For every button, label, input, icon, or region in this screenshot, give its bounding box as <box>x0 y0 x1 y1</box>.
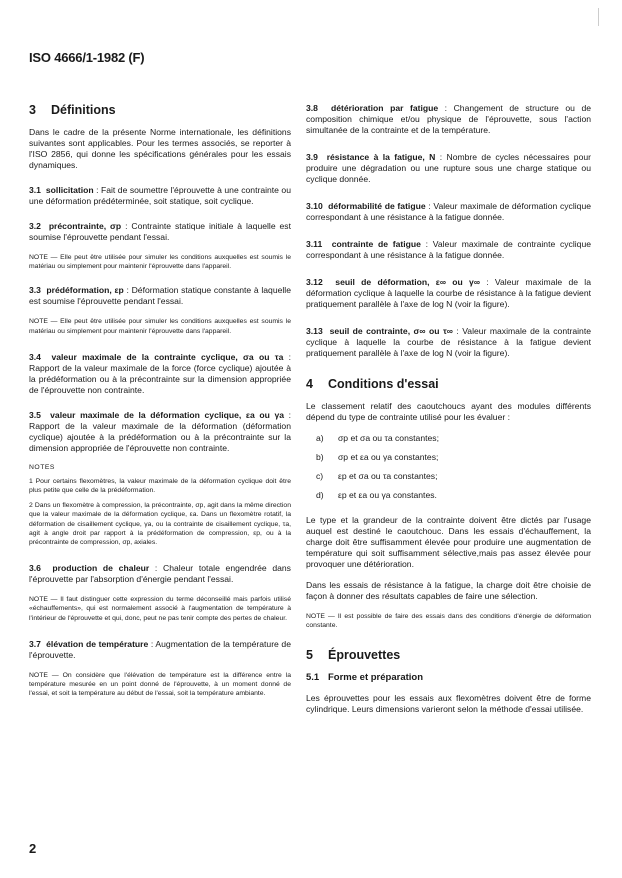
section-title: Éprouvettes <box>328 648 401 663</box>
subsection-5-1-text: Les éprouvettes pour les essais aux flexomètres doivent être de forme cylindrique. Leurs dimensions varieront selon la méthode d'essai utilisée. <box>306 693 591 715</box>
left-column <box>29 103 291 698</box>
definition-number: 3.5 <box>29 409 41 420</box>
list-item <box>306 471 591 482</box>
list-item <box>306 490 591 501</box>
right-column <box>306 103 591 715</box>
section-4-intro: Le classement relatif des caoutchoucs ayant des modules différents dépend du type de contrainte utilisé pour les évaluer : <box>306 401 591 422</box>
definition-number: 3.11 <box>306 239 323 249</box>
definition-number: 3.13 <box>306 326 323 336</box>
definition-3-13 <box>306 326 591 359</box>
definition-3-7 <box>29 639 291 661</box>
section-title: Conditions d'essai <box>328 377 439 391</box>
section-3-heading <box>29 103 291 117</box>
note-3-6: NOTE — Il faut distinguer cette expression du terme déconseillé mais parfois utilisé «échauffements», qui est normalement associé à l'augmentation de température à l'intérieur de l'éprouvette et qui, donc, peut ne pas tenir compte des pertes de chaleur. <box>29 596 291 622</box>
definition-number: 3.8 <box>306 103 318 113</box>
section-number: 3 <box>29 103 36 117</box>
definition-text: : Rapport de la valeur maximale de la déformation (déformation cyclique) ajoutée à la prédéformation ou à la précontrainte sur la dimension appropriée de l'éprouvette non contrainte. <box>29 409 292 453</box>
subsection-title: Forme et préparation <box>328 672 424 684</box>
definition-number: 3.12 <box>306 277 323 287</box>
section-3-intro: Dans le cadre de la présente Norme internationale, les définitions suivantes sont applicables. Pour les termes associés, se reporter à l'ISO 2856, qui donne les spécifications générales pour les essais dynamiques. <box>29 127 291 170</box>
definition-3-8 <box>306 103 591 136</box>
definition-term: sollicitation <box>45 185 94 195</box>
section-4-paragraph-2: Le type et la grandeur de la contrainte doivent être dictés par l'usage auquel est destiné le caoutchouc. Dans les essais d'échauffement, la charge doit être suffisamment élevée pour produire une augmentation de température qui soit suffisamment sélective,mais pas assez élevée pour provoquer une détérioration. <box>306 515 591 569</box>
definition-text: : Fait de soumettre l'éprouvette à une contrainte ou une déformation prédéterminée, soit statique, soit cyclique. <box>29 185 291 206</box>
definition-term: seuil de déformation, ε∞ ou γ∞ <box>335 277 480 287</box>
definition-term: déformabilité de fatigue <box>328 201 426 211</box>
definition-text: : Augmentation de la température de l'éprouvette. <box>29 638 291 660</box>
definition-number: 3.10 <box>306 201 323 211</box>
list-item-label: a) <box>316 433 324 443</box>
definition-number: 3.2 <box>29 221 41 231</box>
definition-text: : Valeur maximale de la déformation cyclique à laquelle la courbe de résistance à la fatigue devient pratiquement parallèle à l'axe de log N (voir la figure). <box>306 277 591 309</box>
list-item-text: σp et σa ou τa constantes; <box>338 433 439 443</box>
section-number: 4 <box>306 377 313 391</box>
definition-3-2 <box>29 221 291 243</box>
list-item-label: b) <box>316 452 324 462</box>
definition-text: : Contrainte statique initiale à laquelle est soumise l'éprouvette pendant l'essai. <box>29 221 291 242</box>
definition-term: valeur maximale de la déformation cyclique, εa ou γa <box>50 409 285 420</box>
scan-edge-mark <box>598 8 599 26</box>
definition-3-6 <box>29 563 291 585</box>
definition-number: 3.6 <box>29 563 41 574</box>
definition-term: précontrainte, σp <box>48 221 122 231</box>
definition-3-4 <box>29 352 291 396</box>
definition-3-3 <box>29 285 291 307</box>
definition-term: valeur maximale de la contrainte cyclique, σa ou τa <box>51 351 284 362</box>
definition-3-9 <box>306 152 591 185</box>
list-item-text: σp et εa ou γa constantes; <box>338 452 439 462</box>
definition-text: : Rapport de la valeur maximale de la force (force cyclique) ajoutée à la prédéformation ou à la précontrainte sur la dimension appropriée de l'éprouvette non contrainte. <box>29 351 292 395</box>
note-section-4: NOTE — Il est possible de faire des essais dans des conditions d'énergie de déformation constante. <box>306 613 591 630</box>
section-title: Définitions <box>51 103 116 117</box>
definition-3-10 <box>306 201 591 223</box>
list-item <box>306 433 591 444</box>
definition-3-11 <box>306 239 591 261</box>
list-item-label: d) <box>316 490 324 500</box>
definition-number: 3.7 <box>29 638 41 649</box>
list-item-label: c) <box>316 471 324 481</box>
definition-term: production de chaleur <box>52 563 150 574</box>
list-item-text: εp et εa ou γa constantes. <box>338 490 437 500</box>
list-item <box>306 452 591 463</box>
note-3-5-2: 2 Dans un flexomètre à compression, la précontrainte, σp, agit dans la même direction que la valeur maximale de la déformation cyclique, εa. Dans un flexomètre rotatif, la déformation de cisaillement cyclique, γa, ou la contrainte de cisaillement cyclique, τa, agit à angle droit par rapport à la prédéformation de compression, εp, ou à la précontrainte de compression, σp, axiales. <box>29 502 291 547</box>
definition-text: : Déformation statique constante à laquelle est soumise l'éprouvette pendant l'essai. <box>29 285 291 307</box>
definition-text: : Changement de structure ou de composition chimique et/ou physique de l'éprouvette, sous l'action simultanée de la contrainte et de la température. <box>306 103 592 135</box>
subsection-number: 5.1 <box>306 672 320 684</box>
definition-3-5 <box>29 410 291 454</box>
definition-text: : Valeur maximale de déformation cyclique correspondant à une résistance à la fatigue donnée. <box>306 201 592 222</box>
definition-text: : Nombre de cycles nécessaires pour produire une dégradation ou une rupture sous une charge statique ou cyclique donnée. <box>306 152 591 184</box>
definition-number: 3.1 <box>29 185 41 195</box>
definition-number: 3.4 <box>29 351 41 362</box>
definition-3-12 <box>306 277 591 310</box>
definition-term: détérioration par fatigue <box>331 103 439 113</box>
definition-number: 3.3 <box>29 285 41 296</box>
definition-number: 3.9 <box>306 152 318 162</box>
condition-list <box>306 433 591 501</box>
document-header-id: ISO 4666/1-1982 (F) <box>29 50 145 65</box>
definition-text: : Valeur maximale de la contrainte cyclique à laquelle la courbe de résistance à la fatigue devient pratiquement parallèle à l'axe de log N (voir la figure). <box>306 326 591 358</box>
definition-text: : Valeur maximale de contrainte cyclique correspondant à une résistance à la fatigue donnée. <box>306 239 592 260</box>
definition-text: : Chaleur totale engendrée dans l'éprouvette par l'absorption d'énergie pendant l'essai. <box>29 563 291 585</box>
definition-term: résistance à la fatigue, N <box>326 152 436 162</box>
definition-term: prédéformation, εp <box>46 285 124 296</box>
note-3-2: NOTE — Elle peut être utilisée pour simuler les conditions auxquelles est soumis le matériau ou simplement pour maintenir l'éprouvette dans l'appareil. <box>29 254 291 271</box>
section-number: 5 <box>306 648 313 663</box>
section-4-heading <box>306 377 591 391</box>
page-number: 2 <box>29 841 37 856</box>
definition-3-1 <box>29 185 291 207</box>
note-3-3: NOTE — Elle peut être utilisée pour simuler les conditions auxquelles est soumis le matériau ou simplement pour maintenir l'éprouvette dans l'appareil. <box>29 318 291 335</box>
definition-term: seuil de contrainte, σ∞ ou τ∞ <box>329 326 453 336</box>
notes-heading: NOTES <box>29 463 55 471</box>
section-4-paragraph-3: Dans les essais de résistance à la fatigue, la charge doit être choisie de façon à donner des résultats capables de faire une sélection. <box>306 580 591 601</box>
definition-term: élévation de température <box>46 638 149 649</box>
list-item-text: εp et σa ou τa constantes; <box>338 471 438 481</box>
section-5-heading <box>306 648 591 662</box>
subsection-5-1-heading <box>306 672 591 683</box>
definition-term: contrainte de fatigue <box>331 239 421 249</box>
note-3-5-1: 1 Pour certains flexomètres, la valeur maximale de la déformation cyclique doit être plus petite que celle de la prédéformation. <box>29 477 291 495</box>
note-3-7: NOTE — On considère que l'élévation de température est la différence entre la température mesurée en un point donné de l'éprouvette, à un moment donné de l'essai, et soit la température au début de l'essai, soit la température ambiante. <box>29 671 291 698</box>
